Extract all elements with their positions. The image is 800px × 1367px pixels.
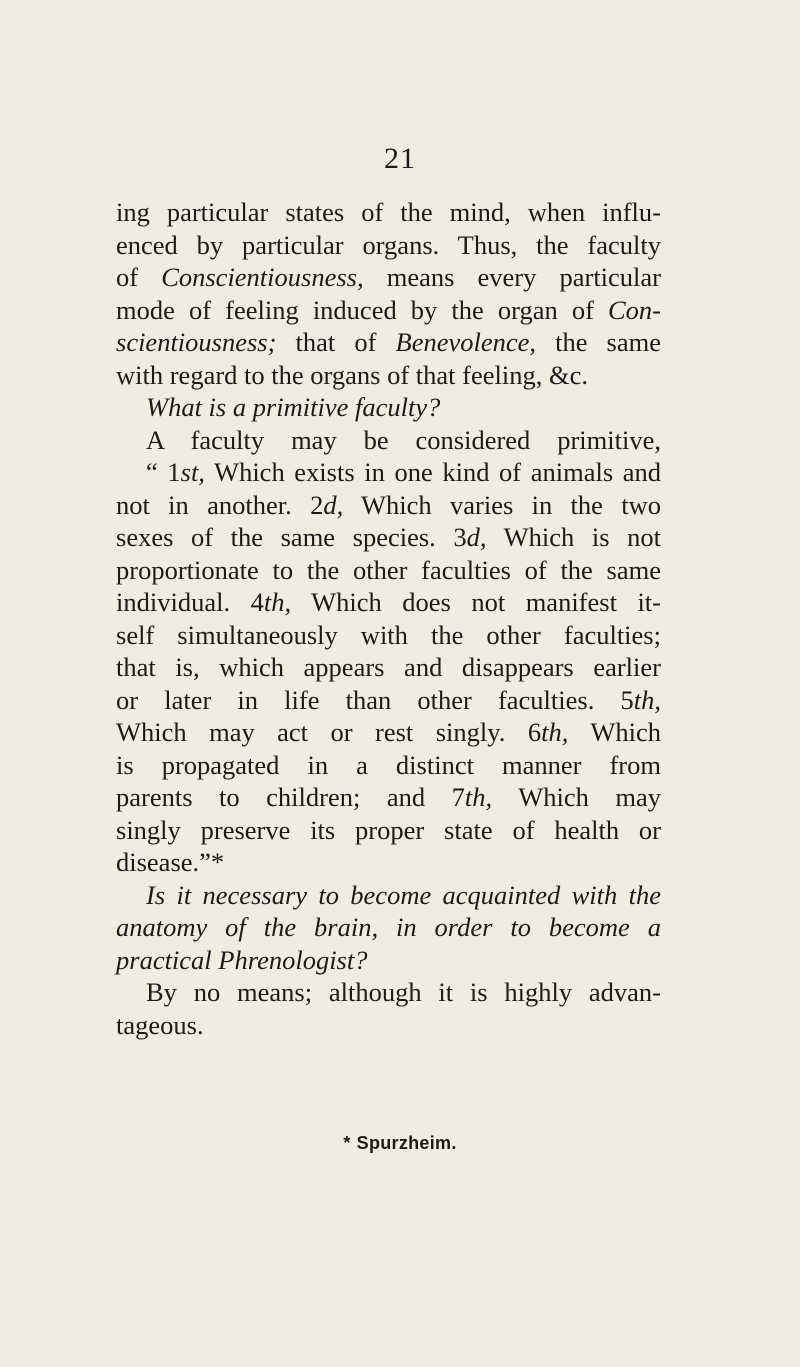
ordinal-suffix: st, xyxy=(180,457,205,487)
ordinal-suffix: th, xyxy=(633,684,661,715)
text-run: ing particular states of the mind, when influ- xyxy=(116,197,661,227)
text-line xyxy=(116,554,661,587)
term-scientiousness: scientiousness; xyxy=(116,327,277,357)
text-line xyxy=(116,781,661,814)
text-run: Which exists in one kind of animals and xyxy=(204,457,661,487)
text-line xyxy=(116,229,661,262)
text-run: tageous. xyxy=(116,1009,204,1040)
term-benevolence: Benevolence, xyxy=(395,327,537,357)
text-run: means every particular xyxy=(363,262,662,292)
question-heading xyxy=(116,911,661,944)
text-run: sexes of the same species. 3 xyxy=(116,522,467,552)
text-line xyxy=(116,651,661,684)
text-line xyxy=(116,619,661,652)
ordinal-suffix: th, xyxy=(541,717,569,747)
text-run: is propagated in a distinct manner from xyxy=(116,749,661,780)
text-line xyxy=(116,976,661,1009)
text-run: the same xyxy=(536,327,662,357)
text-run: proportionate to the other faculties of the same xyxy=(116,554,661,585)
text-run: that of xyxy=(276,327,396,357)
term-con: Con- xyxy=(608,294,661,325)
text-run: or later in life than other faculties. 5 xyxy=(116,684,634,715)
text-line xyxy=(116,749,661,782)
footnote xyxy=(0,1133,800,1154)
question-text: anatomy of the brain, in order to become a xyxy=(116,912,661,942)
text-line xyxy=(116,359,661,392)
text-line xyxy=(116,424,661,457)
question-heading xyxy=(116,391,661,424)
ordinal-suffix: th, xyxy=(263,587,292,617)
question-text: What is a primitive faculty? xyxy=(146,392,441,422)
text-line xyxy=(116,1009,661,1042)
text-run: parents to children; and 7 xyxy=(116,782,465,812)
text-run: A faculty may be considered primitive, xyxy=(146,424,661,455)
text-run: Which may act or rest singly. 6 xyxy=(116,717,542,747)
text-line xyxy=(116,489,661,522)
question-text: practical Phrenologist? xyxy=(116,944,368,975)
ordinal-suffix: d, xyxy=(323,489,344,520)
text-run: Which is not xyxy=(486,522,661,552)
text-run: disease.”* xyxy=(116,847,225,877)
text-run: singly preserve its proper state of health or xyxy=(116,814,661,845)
text-line xyxy=(116,846,661,879)
text-run: enced by particular organs. Thus, the faculty xyxy=(116,229,661,260)
text-run: Which does not manifest it- xyxy=(291,587,661,617)
text-line xyxy=(116,521,661,554)
text-run: not in another. 2 xyxy=(116,489,324,520)
text-run: Which varies in the two xyxy=(343,489,661,520)
body-text xyxy=(116,196,661,1041)
text-line xyxy=(116,586,661,619)
text-run: mode of feeling induced by the organ of xyxy=(116,294,608,325)
text-run: Which may xyxy=(492,782,661,812)
question-heading xyxy=(116,879,661,912)
text-run: of xyxy=(116,262,162,292)
text-run: “ 1 xyxy=(146,457,181,487)
ordinal-suffix: d, xyxy=(466,522,487,552)
footnote-marker: * xyxy=(343,1133,351,1153)
footnote-text: Spurzheim. xyxy=(356,1133,457,1153)
text-run: individual. 4 xyxy=(116,587,264,617)
ordinal-suffix: th, xyxy=(464,782,493,812)
text-line xyxy=(116,716,661,749)
text-run: Which xyxy=(568,717,661,747)
text-line xyxy=(116,261,661,294)
text-run: that is, which appears and disappears earlier xyxy=(116,652,661,682)
text-line xyxy=(116,326,661,359)
question-text: Is it necessary to become acquainted with the xyxy=(146,879,661,910)
text-line xyxy=(116,456,661,489)
text-run: By no means; although it is highly advan- xyxy=(146,977,661,1007)
page-number: 21 xyxy=(384,142,416,175)
text-run: self simultaneously with the other faculties; xyxy=(116,619,661,650)
term-conscientiousness: Conscientiousness, xyxy=(161,262,364,292)
text-line xyxy=(116,684,661,717)
text-line xyxy=(116,196,661,229)
text-line xyxy=(116,294,661,327)
text-run: with regard to the organs of that feeling, &c. xyxy=(116,359,588,390)
question-heading xyxy=(116,944,661,977)
text-line xyxy=(116,814,661,847)
